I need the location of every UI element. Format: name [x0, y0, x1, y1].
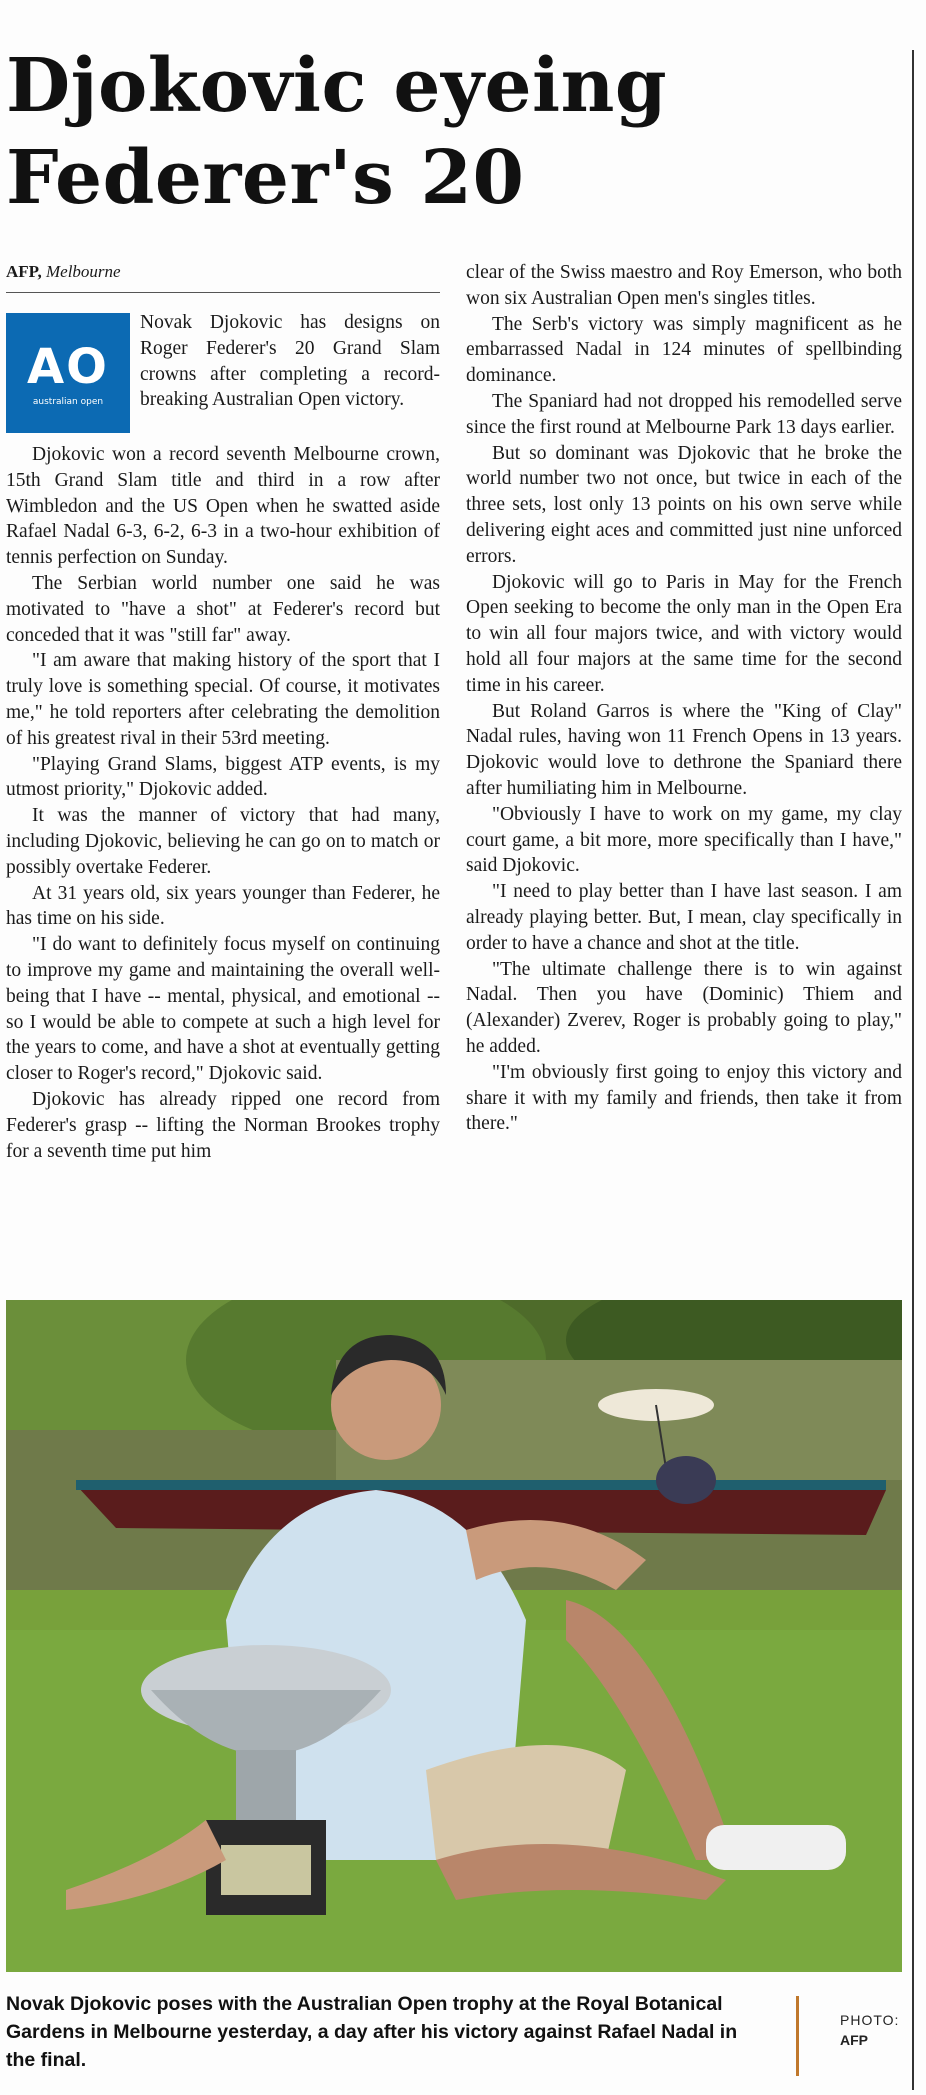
australian-open-logo [6, 313, 130, 433]
photo-illustration [6, 1300, 902, 1972]
headline-line-2: Federer's 20 [6, 135, 525, 221]
logo-mark: AO [27, 339, 109, 395]
paragraph: "I'm obviously first going to enjoy this victory and share it with my family and friends, then take it from there." [466, 1061, 902, 1135]
photo-caption: Novak Djokovic poses with the Australian Open trophy at the Royal Botanical Gardens in Melbourne yesterday, a day after his victory against Rafael Nadal in the final. [6, 1993, 738, 2071]
article-column-1 [6, 442, 440, 1164]
paragraph: Djokovic won a record seventh Melbourne crown, 15th Grand Slam title and third in a row after Wimbledon and the US Open when he swatted aside Rafael Nadal 6-3, 6-2, 6-3 in a two-hour exhibition of tennis perfection on Sunday. [6, 444, 440, 569]
paragraph: The Spaniard had not dropped his remodelled serve since the first round at Melbourne Park 13 days earlier. [466, 390, 902, 438]
article-intro: Novak Djokovic has designs on Roger Federer's 20 Grand Slam crowns after completing a record-breaking Australian Open victory. [140, 312, 440, 411]
column-rule [912, 50, 914, 2090]
paragraph: "The ultimate challenge there is to win against Nadal. Then you have (Dominic) Thiem and (Alexander) Zverev, Roger is probably going to play," he added. [466, 958, 902, 1057]
paragraph: It was the manner of victory that had many, including Djokovic, believing he can go on to match or possibly overtake Federer. [6, 805, 440, 878]
credit-source: AFP [840, 2032, 868, 2048]
credit-divider [796, 1996, 799, 2076]
paragraph: "Obviously I have to work on my game, my clay court game, a bit more, more specifically than I have," said Djokovic. [466, 803, 902, 877]
photo-credit [840, 2010, 899, 2050]
credit-label: PHOTO: [840, 2012, 900, 2028]
paragraph: "I need to play better than I have last season. I am already playing better. But, I mean, clay specifically in order to have a chance and shot at the title. [466, 881, 902, 954]
headline-line-1: Djokovic eyeing [6, 43, 668, 129]
paragraph: The Serbian world number one said he was motivated to "have a shot" at Federer's record but conceded that it was "still far" away. [6, 572, 440, 646]
byline-divider [6, 292, 440, 293]
paragraph: "I do want to definitely focus myself on continuing to improve my game and maintaining the overall well-being that I have -- mental, physical, and emotional -- so I would be able to compete at such a high level for the years to come, and have a shot at eventually getting closer to Roger's record," Djokovic said. [6, 934, 440, 1085]
byline [6, 262, 121, 282]
paragraph: But Roland Garros is where the "King of Clay" Nadal rules, having won 11 French Opens in 13 years. Djokovic would love to dethrone the Spaniard there after humiliating him in Melbourne. [466, 700, 902, 799]
logo-subtitle: australian open [32, 397, 104, 407]
paragraph: Djokovic will go to Paris in May for the French Open seeking to become the only man in the Open Era to win all four majors twice, and with victory would hold all four majors at the same time for the second time in his career. [466, 571, 902, 696]
news-photo [6, 1300, 902, 1972]
paragraph: But so dominant was Djokovic that he broke the world number two not once, but twice in each of the three sets, lost only 13 points on his own serve while delivering eight aces and committed just nine unforced errors. [466, 442, 902, 567]
paragraph: "I am aware that making history of the sport that I truly love is something special. Of course, it motivates me," he told reporters after celebrating the demolition of his greatest rival in their 53rd meeting. [6, 650, 440, 749]
byline-agency: AFP, [6, 262, 42, 281]
paragraph: "Playing Grand Slams, biggest ATP events, is my utmost priority," Djokovic added. [6, 753, 440, 801]
paragraph: The Serb's victory was simply magnificent as he embarrassed Nadal in 124 minutes of spellbinding dominance. [466, 313, 902, 387]
byline-location: Melbourne [46, 262, 121, 281]
paragraph: clear of the Swiss maestro and Roy Emerson, who both won six Australian Open men's singles titles. [466, 262, 902, 309]
paragraph: At 31 years old, six years younger than Federer, he has time on his side. [6, 882, 440, 930]
article-column-2 [466, 260, 902, 1137]
paragraph: Djokovic has already ripped one record from Federer's grasp -- lifting the Norman Brookes trophy for a seventh time put him [6, 1088, 440, 1162]
headline [6, 40, 896, 224]
